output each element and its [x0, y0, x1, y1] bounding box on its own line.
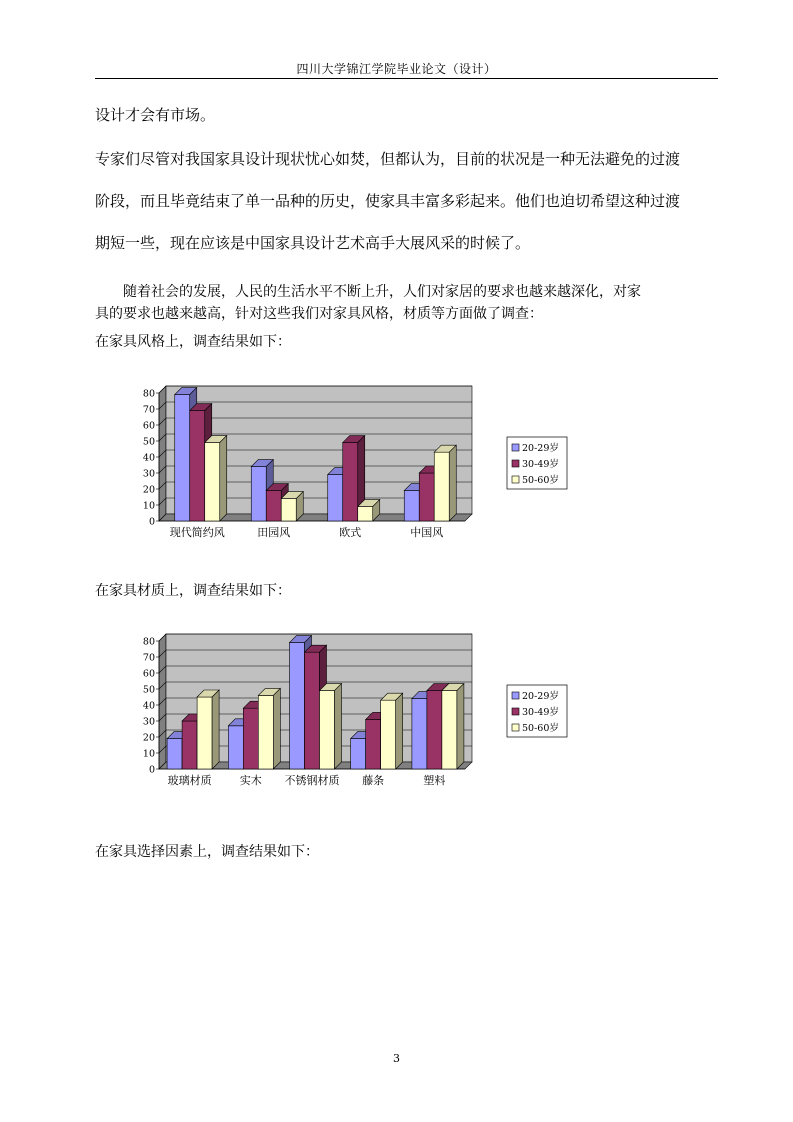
legend-swatch	[512, 444, 519, 451]
legend-label: 30-49岁	[522, 707, 559, 718]
y-tick-label: 40	[142, 700, 155, 712]
bar	[197, 697, 212, 769]
y-tick-label: 40	[142, 452, 155, 464]
bar-side	[457, 684, 464, 769]
legend-label: 50-60岁	[522, 475, 559, 486]
bar-side	[220, 436, 227, 521]
paragraph-2-line-2: 阶段，而且毕竟结束了单一品种的历史，使家具丰富多彩起来。他们也迫切希望这种过渡	[95, 192, 681, 210]
header-divider	[95, 78, 718, 79]
y-tick-label: 30	[142, 468, 155, 480]
bar	[258, 695, 273, 769]
bar	[175, 395, 190, 521]
legend-swatch	[512, 476, 519, 483]
label-style-survey: 在家具风格上，调查结果如下：	[95, 334, 291, 350]
legend-swatch	[512, 708, 519, 715]
x-category-label: 藤条	[362, 774, 385, 787]
bar	[251, 467, 266, 521]
legend-label: 20-29岁	[522, 443, 559, 454]
chart-furniture-material	[135, 633, 615, 793]
bar	[167, 739, 182, 769]
bar	[228, 726, 243, 769]
bar	[366, 719, 381, 769]
bar-side	[396, 693, 403, 769]
header-title: 四川大学锦江学院毕业论文（设计）	[296, 62, 497, 76]
x-category-label: 中国风	[410, 526, 444, 539]
y-tick-label: 70	[142, 404, 155, 416]
label-material-survey: 在家具材质上，调查结果如下：	[95, 583, 291, 599]
paragraph-3	[95, 281, 720, 353]
bar	[343, 443, 358, 521]
bar	[328, 475, 343, 521]
x-category-label: 塑料	[423, 774, 446, 787]
chart-furniture-style	[135, 385, 615, 545]
bar	[305, 652, 320, 769]
bar	[182, 721, 197, 769]
x-category-label: 欧式	[339, 526, 362, 539]
bar-side	[273, 688, 280, 769]
y-tick-label: 50	[142, 684, 155, 696]
paragraph-3-line-1: 随着社会的发展，人民的生活水平不断上升，人们对家居的要求也越来越深化，对家	[123, 284, 641, 300]
bar	[320, 691, 335, 769]
y-tick-label: 80	[142, 388, 155, 400]
legend-label: 20-29岁	[522, 691, 559, 702]
y-tick-label: 0	[148, 764, 155, 776]
y-tick-label: 10	[142, 748, 155, 760]
x-category-label: 田园风	[257, 526, 291, 539]
bar	[281, 499, 296, 521]
bar	[419, 473, 434, 521]
bar	[351, 739, 366, 769]
bar-side	[212, 690, 219, 769]
legend-label: 30-49岁	[522, 459, 559, 470]
x-category-label: 不锈钢材质	[284, 774, 340, 787]
y-tick-label: 30	[142, 716, 155, 728]
y-tick-label: 60	[142, 420, 155, 432]
y-tick-label: 70	[142, 652, 155, 664]
label-material-survey-wrap	[95, 580, 720, 602]
x-category-label: 现代简约风	[169, 526, 225, 539]
bar	[358, 507, 373, 521]
legend-label: 50-60岁	[522, 723, 559, 734]
label-factor-survey: 在家具选择因素上，调查结果如下：	[95, 844, 319, 860]
bar	[404, 491, 419, 521]
y-tick-label: 0	[148, 516, 155, 528]
bar	[412, 699, 427, 769]
bar	[243, 708, 258, 769]
bar	[190, 411, 205, 521]
paragraph-2-line-1: 专家们尽管对我国家具设计现状忧心如焚，但都认为，目前的状况是一种无法避免的过渡	[95, 150, 681, 168]
page-number: 3	[393, 1052, 400, 1065]
paragraph-2-line-3: 期短一些，现在应该是中国家具设计艺术高手大展风采的时候了。	[95, 234, 531, 252]
bar	[205, 443, 220, 521]
bar	[434, 452, 449, 521]
bar	[427, 691, 442, 769]
paragraph-1-line-1: 设计才会有市场。	[95, 106, 216, 124]
bar	[290, 643, 305, 769]
y-tick-label: 20	[142, 484, 155, 496]
y-tick-label: 20	[142, 732, 155, 744]
legend-swatch	[512, 692, 519, 699]
label-factor-survey-wrap	[95, 841, 720, 863]
paragraph-3-line-2: 具的要求也越来越高，针对这些我们对家具风格，材质等方面做了调查：	[95, 306, 543, 322]
x-category-label: 玻璃材质	[167, 774, 212, 787]
y-tick-label: 60	[142, 668, 155, 680]
x-category-label: 实木	[239, 774, 262, 787]
bar	[266, 491, 281, 521]
bar-side	[335, 684, 342, 769]
bar	[381, 700, 396, 769]
bar-side	[449, 445, 456, 521]
legend-swatch	[512, 460, 519, 467]
y-tick-label: 50	[142, 436, 155, 448]
legend-swatch	[512, 724, 519, 731]
y-tick-label: 80	[142, 636, 155, 648]
bar	[442, 691, 457, 769]
y-tick-label: 10	[142, 500, 155, 512]
